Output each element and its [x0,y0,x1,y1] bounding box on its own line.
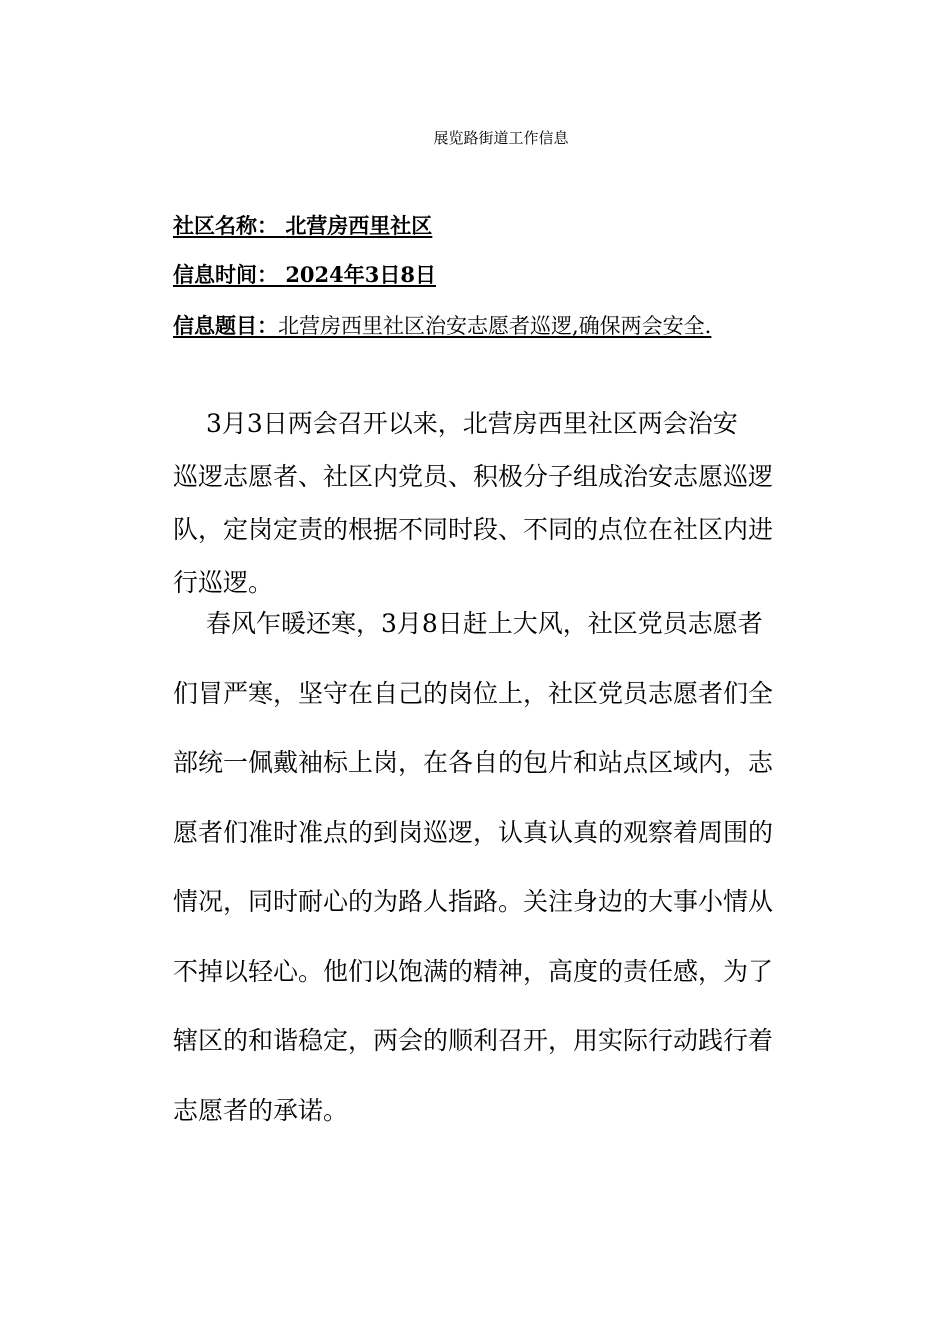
info-topic-line [173,313,711,339]
body-paragraph [173,406,813,618]
paragraph-line: 不掉以轻心。他们以饱满的精神，高度的责任感，为了 [173,956,774,986]
paragraph-line: 情况，同时耐心的为路人指路。关注身边的大事小情从 [173,887,774,916]
paragraph-line: 巡逻志愿者、社区内党员、积极分子组成治安志愿巡逻 [173,462,774,491]
community-name-line [173,213,432,239]
paragraph-line: 春风乍暖还寒，3月8日赶上大风，社区党员志愿者 [173,609,763,638]
paragraph-line: 辖区的和谐稳定，两会的顺利召开，用实际行动践行着 [173,1026,774,1055]
info-time-line [173,262,436,288]
body-paragraph [173,606,813,1162]
community-name-label: 社区名称： [173,213,278,238]
info-topic-label: 信息题目： [173,313,278,338]
paragraph-line: 3月3日两会召开以来，北营房西里社区两会治安 [173,409,738,438]
paragraph-line: 队，定岗定责的根据不同时段、不同的点位在社区内进 [173,515,774,544]
paragraph-line: 愿者们准时准点的到岗巡逻，认真认真的观察着周围的 [173,817,774,847]
paragraph-line: 行巡逻。 [173,568,274,597]
community-name-value: 北营房西里社区 [285,213,433,238]
paragraph-line: 们冒严寒，坚守在自己的岗位上，社区党员志愿者们全 [173,678,774,708]
info-time-label: 信息时间： [173,262,278,287]
paragraph-line: 部统一佩戴袖标上岗，在各自的包片和站点区域内，志 [173,748,774,777]
page-title: 展览路街道工作信息 [433,129,569,147]
info-topic-value: 北营房西里社区治安志愿者巡逻,确保两会安全. [278,314,712,338]
info-time-value: 2024年3日8日 [285,262,436,287]
paragraph-line: 志愿者的承诺。 [173,1095,349,1125]
